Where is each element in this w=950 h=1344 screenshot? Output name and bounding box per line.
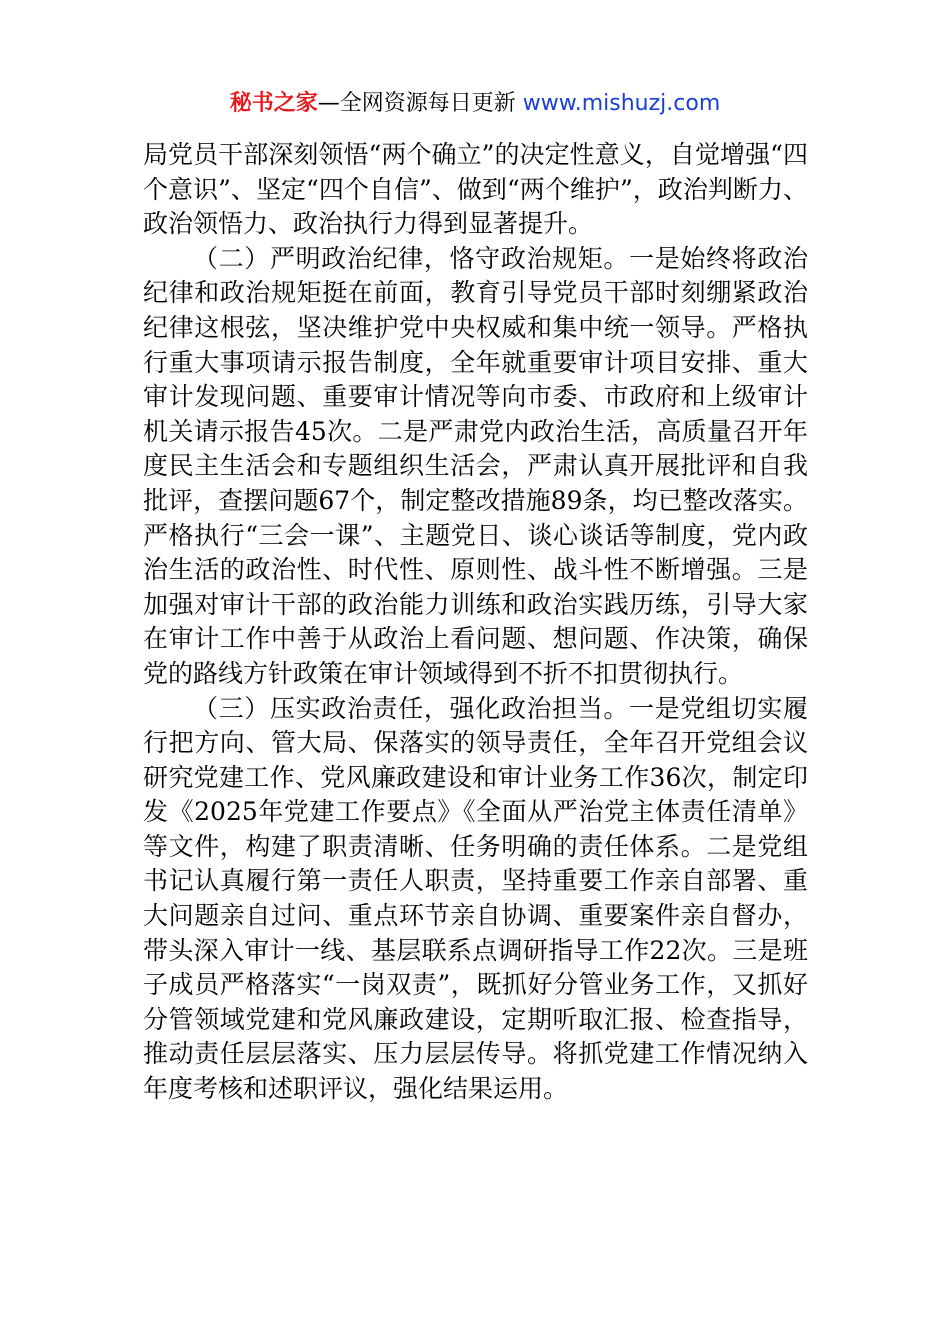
site-tagline: —全网资源每日更新 (317, 91, 523, 116)
site-brand: 秘书之家 (229, 91, 318, 116)
site-url-link[interactable]: www.mishuzj.com (522, 91, 721, 116)
paragraph-political-discipline: （二）严明政治纪律，恪守政治规矩。一是始终将政治纪律和政治规矩挺在前面，教育引导党员干部时刻绷紧政治纪律这根弦，坚决维护党中央权威和集中统一领导。严格执行重大事项请示报告制度，全年就重要审计项目安排、重大审计发现问题、重要审计情况等向市委、市政府和上级审计机关请示报告45次。二是严肃党内政治生活，高质量召开年度民主生活会和专题组织生活会，严肃认真开展批评和自我批评，查摆问题67个，制定整改措施89条，均已整改落实。严格执行“三会一课”、主题党日、谈心谈话等制度，党内政治生活的政治性、时代性、原则性、战斗性不断增强。三是加强对审计干部的政治能力训练和政治实践历练，引导大家在审计工作中善于从政治上看问题、想问题、作决策，确保党的路线方针政策在审计领域得到不折不扣贯彻执行。 (143, 243, 808, 688)
page-header (0, 88, 950, 120)
paragraph-political-responsibility: （三）压实政治责任，强化政治担当。一是党组切实履行把方向、管大局、保落实的领导责任，全年召开党组会议研究党建工作、党风廉政建设和审计业务工作36次，制定印发《2025年党建工作要点》《全面从严治党主体责任清单》等文件，构建了职责清晰、任务明确的责任体系。二是党组书记认真履行第一责任人职责，坚持重要工作亲自部署、重大问题亲自过问、重点环节亲自协调、重要案件亲自督办，带头深入审计一线、基层联系点调研指导工作22次。三是班子成员严格落实“一岗双责”，既抓好分管业务工作，又抓好分管领域党建和党风廉政建设，定期听取汇报、检查指导，推动责任层层落实、压力层层传导。将抓党建工作情况纳入年度考核和述职评议，强化结果运用。 (143, 693, 808, 1104)
paragraph-continuation: 局党员干部深刻领悟“两个确立”的决定性意义，自觉增强“四个意识”、坚定“四个自信”、做到“两个维护”，政治判断力、政治领悟力、政治执行力得到显著提升。 (143, 140, 808, 239)
document-body (143, 138, 808, 1107)
